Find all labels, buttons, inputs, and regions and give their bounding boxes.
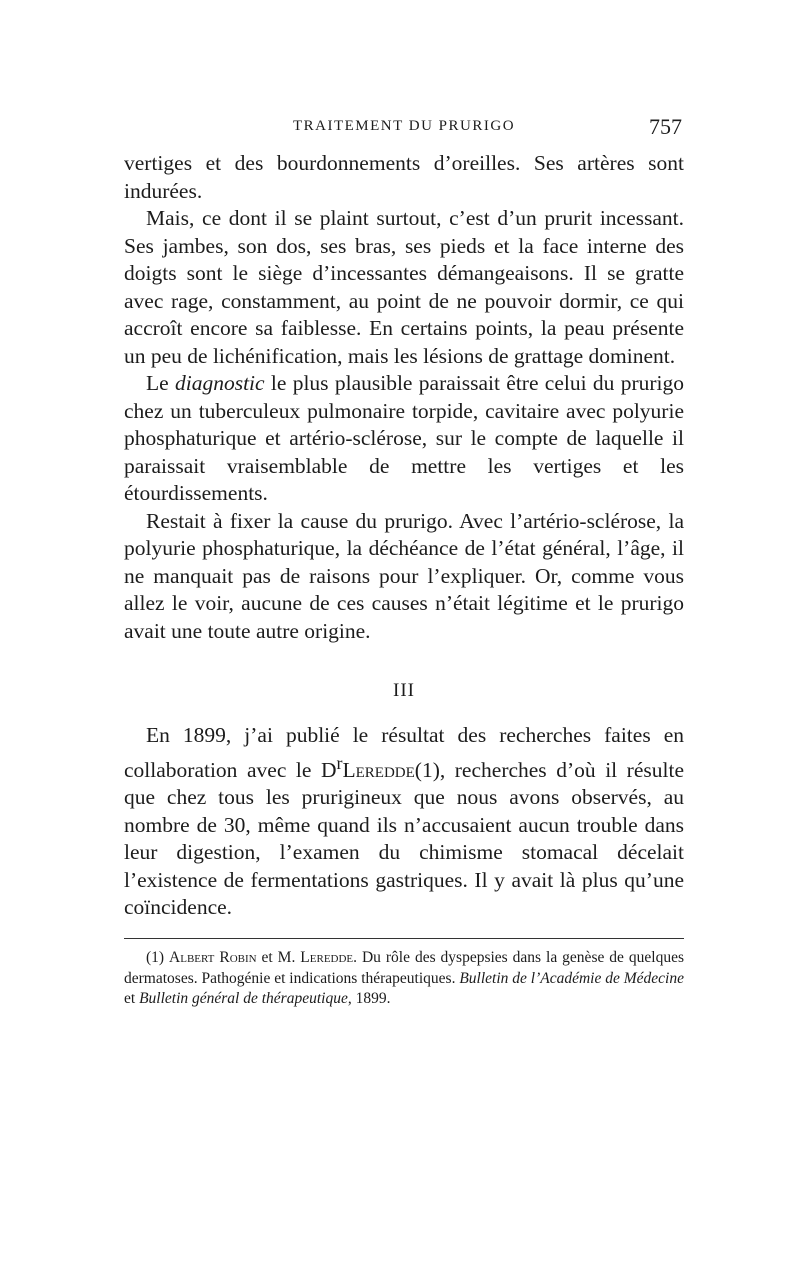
paragraph-3: [124, 370, 684, 508]
footnote-author-leredde: Leredde: [300, 949, 354, 966]
body-text-top: [124, 150, 684, 645]
diagnostic-italic: diagnostic: [174, 371, 265, 395]
running-title: TRAITEMENT DU PRURIGO: [292, 118, 516, 134]
paragraph-2: Mais, ce dont il se plaint surtout, c’est d’un prurit incessant. Ses jambes, son dos, ses bras, ses pieds et la face interne des doigts sont le siège d’incessantes démangeaisons. Il se gratte avec rage, constamment, au point de ne pouvoir dormir, ce qui accroît encore sa faiblesse. En certains points, la peau présente un peu de lichénification, mais les lésions de grattage dominent.: [124, 206, 684, 368]
doctor-abbrev-sup: r: [336, 752, 343, 773]
paragraph-3-rest: le plus plausible paraissait être celui du prurigo chez un tuberculeux pulmonaire torpide, cavitaire avec polyurie phosphaturique et artério-sclérose, sur le compte de laquelle il paraissait vraisemblable de mettre les vertiges et les étourdissements.: [124, 371, 684, 505]
body-text-bottom: [124, 722, 684, 922]
footnote-divider: [124, 938, 684, 939]
paragraph-4: Restait à fixer la cause du prurigo. Avec l’artério-sclérose, la polyurie phosphaturique, la déchéance de l’état général, l’âge, il ne manquait pas de raisons pour l’expliquer. Or, comme vous allez le voir, aucune de ces causes n’était légitime et le prurigo avait une toute autre origine.: [124, 508, 684, 643]
footnote-marker: (1): [146, 949, 170, 966]
author-name-leredde: Leredde: [342, 757, 415, 782]
footnote-author-robin: Albert Robin: [169, 949, 257, 966]
paragraph-5: [124, 722, 684, 922]
footnote-journal-2: Bulletin général de thérapeutique: [139, 990, 348, 1007]
page-number: 757: [649, 114, 682, 139]
footnote-tail: , 1899.: [347, 990, 391, 1007]
paragraph-1: vertiges et des bourdonnements d’oreilles. Ses artères sont indurées.: [124, 151, 684, 203]
paragraph-3-start: Le: [146, 371, 175, 395]
paragraph-5-rest: (1), recherches d’où il résulte que chez tous les prurigineux que nous avons observés, au nombre de 30, même quand ils n’accusaient aucun trouble dans leur digestion, l’examen du chimisme stomacal décelait l’existence de fermentations gastriques. Il y avait là plus qu’une coïncidence.: [124, 757, 684, 920]
page-header: [124, 114, 684, 142]
footnote-journal-1: Bulletin de l’Académie de Médecine: [459, 969, 684, 987]
paragraph-5-start: En 1899, j’ai publié le résultat des recherches faites en collaboration avec le D: [124, 723, 684, 782]
footnote-text-1: et M.: [256, 949, 301, 966]
footnote-text-2: . Du rôle des dyspepsies dans la genèse de quelques dermatoses. Pathogénie et indications thérapeutiques.: [124, 949, 684, 987]
footnote-text-3: et: [124, 990, 140, 1007]
section-heading: III: [393, 680, 415, 701]
footnote: [124, 948, 684, 1010]
